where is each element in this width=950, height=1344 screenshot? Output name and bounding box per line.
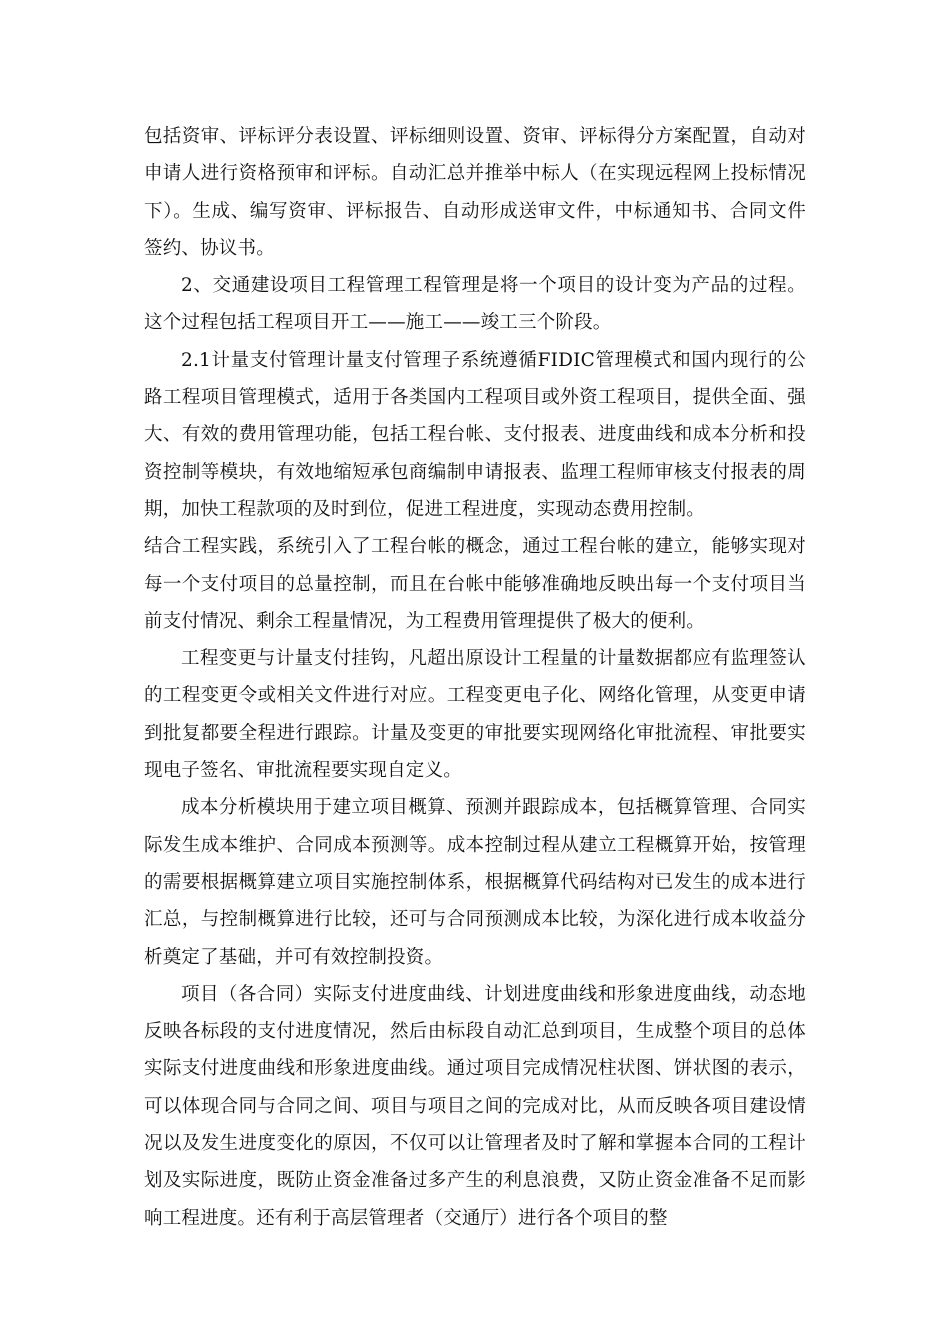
paragraph-bidding-continuation: 包括资审、评标评分表设置、评标细则设置、资审、评标得分方案配置，自动对申请人进行资格预审和评标。自动汇总并推举中标人（在实现远程网上投标情况下）。生成、编写资审、评标报告、自动形成送审文件，中标通知书、合同文件签约、协议书。 [144,126,806,259]
paragraph-cost-analysis: 成本分析模块用于建立项目概算、预测并跟踪成本，包括概算管理、合同实际发生成本维护、合同成本预测等。成本控制过程从建立工程概算开始，按管理的需要根据概算建立项目实施控制体系，根据概算代码结构对已发生的成本进行汇总，与控制概算进行比较，还可与合同预测成本比较，为深化进行成本收益分析奠定了基础，并可有效控制投资。 [144,797,806,968]
paragraph-change-management: 工程变更与计量支付挂钩，凡超出原设计工程量的计量数据都应有监理签认的工程变更令或相关文件进行对应。工程变更电子化、网络化管理，从变更申请到批复都要全程进行跟踪。计量及变更的审批要实现网络化审批流程、审批要实现电子签名、审批流程要实现自定义。 [144,648,806,782]
paragraph-payment-management: 2.1计量支付管理计量支付管理子系统遵循FIDIC管理模式和国内现行的公路工程项目管理模式，适用于各类国内工程项目或外资工程项目，提供全面、强大、有效的费用管理功能，包括工程台帐、支付报表、进度曲线和成本分析和投资控制等模块，有效地缩短承包商编制申请报表、监理工程师审核支付报表的周期，加快工程款项的及时到位，促进工程进度，实现动态费用控制。 [144,349,806,520]
paragraph-project-management: 2、交通建设项目工程管理工程管理是将一个项目的设计变为产品的过程。这个过程包括工程项目开工——施工——竣工三个阶段。 [144,275,806,334]
paragraph-progress-curves: 项目（各合同）实际支付进度曲线、计划进度曲线和形象进度曲线，动态地反映各标段的支付进度情况，然后由标段自动汇总到项目，生成整个项目的总体实际支付进度曲线和形象进度曲线。通过项目完成情况柱状图、饼状图的表示，可以体现合同与合同之间、项目与项目之间的完成对比，从而反映各项目建设情况以及发生进度变化的原因，不仅可以让管理者及时了解和掌握本合同的工程计划及实际进度，既防止资金准备过多产生的利息浪费，又防止资金准备不足而影响工程进度。还有利于高层管理者（交通厅）进行各个项目的整 [144,983,806,1229]
paragraph-ledger: 结合工程实践，系统引入了工程台帐的概念，通过工程台帐的建立，能够实现对每一个支付项目的总量控制，而且在台帐中能够准确地反映出每一个支付项目当前支付情况、剩余工程量情况，为工程费用管理提供了极大的便利。 [144,536,806,632]
body-text [144,118,806,1237]
